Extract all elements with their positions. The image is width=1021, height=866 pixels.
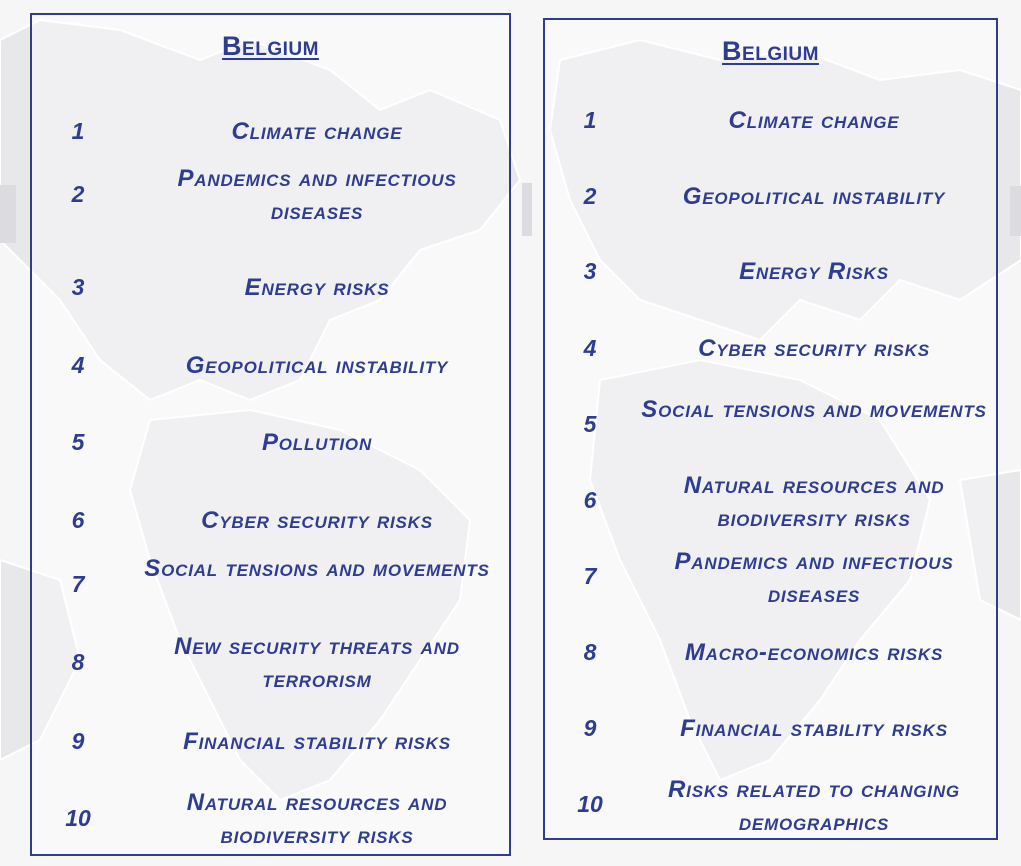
- risk-label: New security threats and terrorism: [174, 633, 460, 693]
- risk-label: Pollution: [261, 429, 373, 456]
- rank-number: 8: [71, 649, 85, 675]
- rank-number: 2: [583, 183, 597, 209]
- rank-number: 1: [583, 107, 597, 133]
- risk-label: Financial stability risks: [183, 728, 451, 755]
- risk-label: Energy Risks: [739, 258, 889, 285]
- rank-number: 1: [71, 118, 85, 144]
- risk-label: Pandemics and infectious diseases: [674, 548, 954, 608]
- risk-label: Energy risks: [244, 274, 390, 301]
- rank-number: 10: [65, 805, 91, 831]
- right-ranking-panel: [543, 18, 998, 840]
- rank-number: 9: [583, 715, 597, 741]
- risk-label: Financial stability risks: [680, 715, 948, 742]
- rank-number: 6: [71, 507, 85, 533]
- risk-label: Macro-economics risks: [684, 639, 944, 666]
- rank-number: 3: [71, 274, 85, 300]
- panel-title: Belgium: [222, 31, 319, 61]
- risk-label: Natural resources and biodiversity risks: [186, 789, 448, 849]
- risk-label: Risks related to changing demographics: [668, 776, 960, 836]
- rank-number: 4: [583, 335, 597, 361]
- risk-label: Climate change: [231, 118, 403, 145]
- rank-number: 7: [583, 563, 597, 589]
- rank-number: 5: [71, 429, 85, 455]
- risk-label: Social tensions and movements: [641, 396, 987, 423]
- left-ranking-panel: [30, 13, 511, 856]
- risk-label: Climate change: [728, 107, 900, 134]
- rank-number: 4: [71, 352, 85, 378]
- risk-label: Geopolitical instability: [185, 352, 449, 379]
- rank-number: 9: [71, 728, 85, 754]
- panel-title: Belgium: [722, 36, 819, 66]
- rank-number: 10: [577, 791, 603, 817]
- rank-number: 5: [583, 411, 597, 437]
- rank-number: 6: [583, 487, 597, 513]
- risk-label: Social tensions and movements: [144, 555, 490, 582]
- risk-label: Geopolitical instability: [682, 183, 946, 210]
- rank-number: 7: [71, 571, 85, 597]
- rank-number: 8: [583, 639, 597, 665]
- risk-label: Natural resources and biodiversity risks: [683, 472, 945, 532]
- rank-number: 2: [71, 181, 85, 207]
- risk-label: Cyber security risks: [201, 507, 433, 534]
- risk-label: Pandemics and infectious diseases: [177, 165, 457, 225]
- risk-label: Cyber security risks: [698, 335, 930, 362]
- rank-number: 3: [583, 258, 597, 284]
